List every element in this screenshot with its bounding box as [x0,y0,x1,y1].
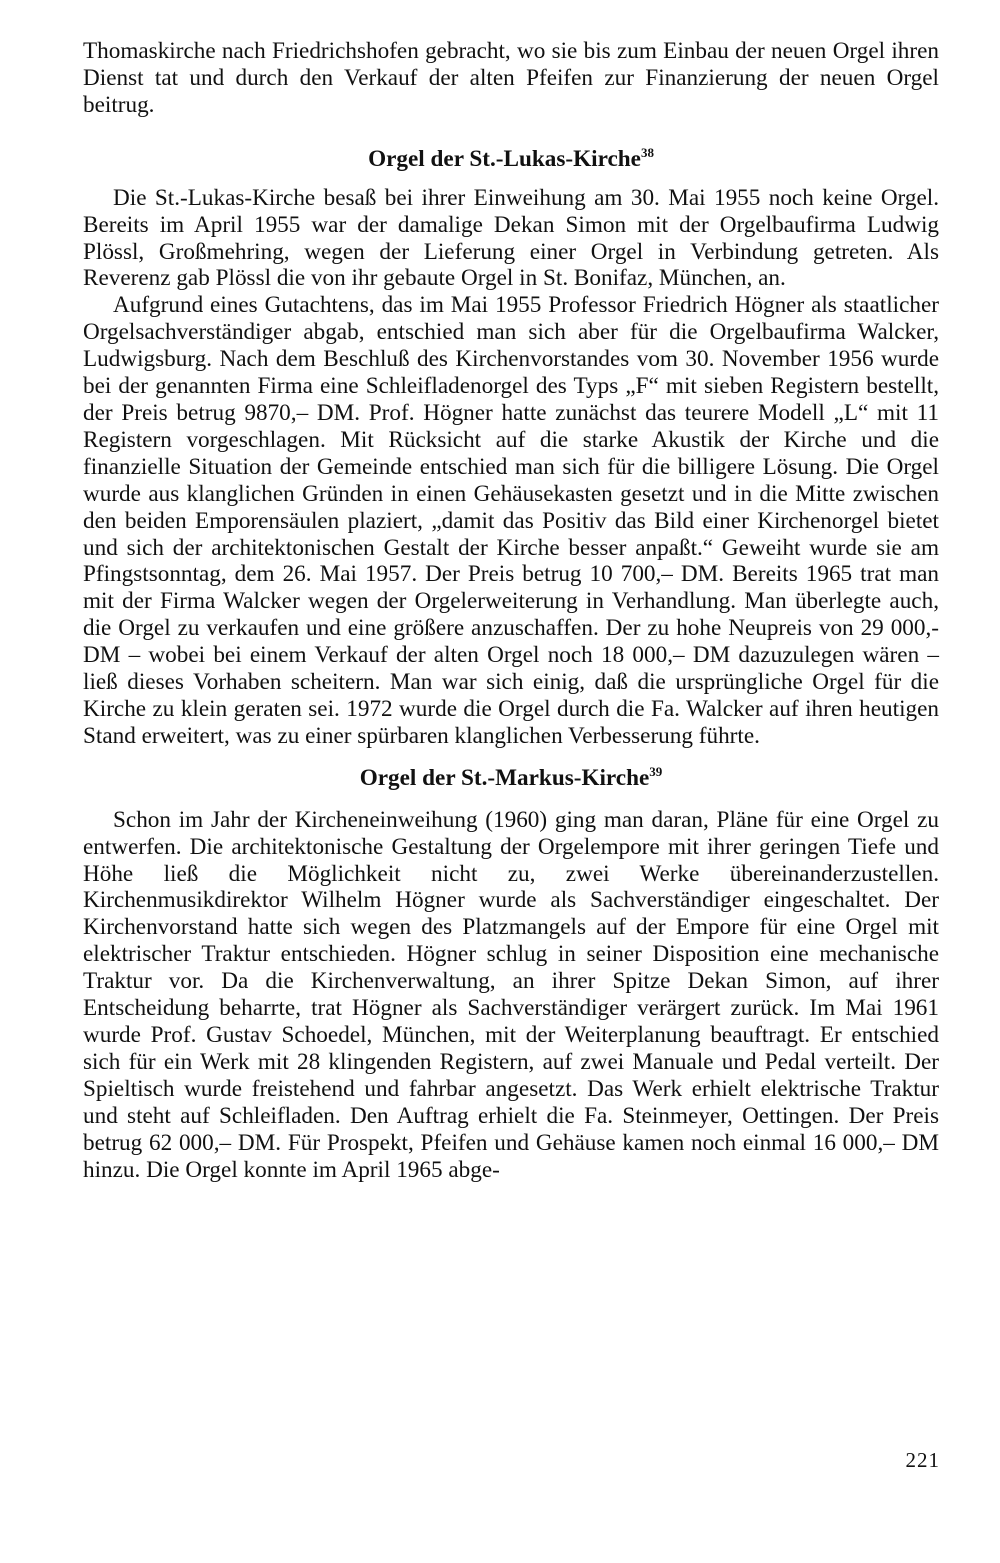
page-body [83,38,939,1183]
paragraph: Schon im Jahr der Kircheneinweihung (1960) ging man daran, Pläne für eine Orgel zu entwerfen. Die architektonische Gestaltung der Orgelempore mit ihrer geringen Tiefe und Höhe ließ die Möglichkeit nicht zu, zwei Werke übereinanderzustellen. Kirchenmusikdirektor Wilhelm Högner wurde als Sachverständiger eingeschaltet. Der Kirchenvorstand hatte sich wegen des Platzmangels auf der Empore für eine Orgel mit elektrischer Traktur entschieden. Högner schlug in seiner Disposition eine mechanische Traktur vor. Da die Kirchenverwaltung, an ihrer Spitze Dekan Simon, auf ihrer Entscheidung beharrte, trat Högner als Sachverständiger verärgert zurück. Im Mai 1961 wurde Prof. Gustav Schoedel, München, mit der Weiterplanung beauftragt. Er entschied sich für ein Werk mit 28 klingenden Registern, auf zwei Manuale und Pedal verteilt. Der Spieltisch wurde freistehend und fahrbar angesetzt. Das Werk erhielt elektrische Traktur und steht auf Schleifladen. Den Auftrag erhielt die Fa. Steinmeyer, Oettingen. Der Preis betrug 62 000,– DM. Für Prospekt, Pfeifen und Gehäuse kamen noch einmal 16 000,– DM hinzu. Die Orgel konnte im April 1965 abge- [83,806,939,1183]
section-heading-markus [83,765,939,792]
section-title: Orgel der St.-Lukas-Kirche [368,145,641,172]
continuation-paragraph: Thomaskirche nach Friedrichshofen gebracht, wo sie bis zum Einbau der neuen Orgel ihren Dienst tat und durch den Verkauf der alten Pfeifen zur Finanzierung der neuen Orgel beitrug. [83,38,939,118]
paragraph: Aufgrund eines Gutachtens, das im Mai 1955 Professor Friedrich Högner als staatlicher Orgelsachverständiger abgab, entschied man sich aber für die Orgelbaufirma Walcker, Ludwigsburg. Nach dem Beschluß des Kirchenvorstandes vom 30. November 1956 wurde bei der genannten Firma eine Schleifladenorgel des Typs „F“ mit sieben Registern bestellt, der Preis betrug 9870,– DM. Prof. Högner hatte zunächst das teurere Modell „L“ mit 11 Registern vorgeschlagen. Mit Rücksicht auf die starke Akustik der Kirche und die finanzielle Situation der Gemeinde entschied man sich für die billigere Lösung. Die Orgel wurde aus klanglichen Gründen in einen Gehäusekasten gesetzt und in die Mitte zwischen den beiden Emporensäulen plaziert, „damit das Positiv das Bild einer Kirchenorgel bietet und sich der architektonischen Gestalt der Kirche besser anpaßt.“ Geweiht wurde sie am Pfingstsonntag, dem 26. Mai 1957. Der Preis betrug 10 700,– DM. Bereits 1965 trat man mit der Firma Walcker wegen der Orgelerweiterung in Verhandlung. Man überlegte auch, die Orgel zu verkaufen und eine größere anzuschaffen. Der zu hohe Neupreis von 29 000,- DM – wobei bei einem Verkauf der alten Orgel noch 18 000,– DM dazuzulegen wären – ließ dieses Vorhaben scheitern. Man war sich einig, daß die ursprüngliche Orgel für die Kirche zu klein geraten sei. 1972 wurde die Orgel durch die Fa. Walcker auf ihren heutigen Stand erweitert, was zu einer spürbaren klanglichen Verbesserung führte. [83,292,939,749]
section-heading-lukas [83,146,939,173]
paragraph: Die St.-Lukas-Kirche besaß bei ihrer Einweihung am 30. Mai 1955 noch keine Orgel. Bereits im April 1955 war der damalige Dekan Simon mit der Orgelbaufirma Ludwig Plössl, Großmehring, wegen der Lieferung einer Orgel in Verbindung getreten. Als Reverenz gab Plössl die von ihr gebaute Orgel in St. Bonifaz, München, an. [83,184,939,292]
section-title: Orgel der St.-Markus-Kirche [359,764,650,791]
footnote-ref: 39 [649,763,663,779]
page-number: 221 [905,1448,940,1472]
footnote-ref: 38 [640,144,654,160]
